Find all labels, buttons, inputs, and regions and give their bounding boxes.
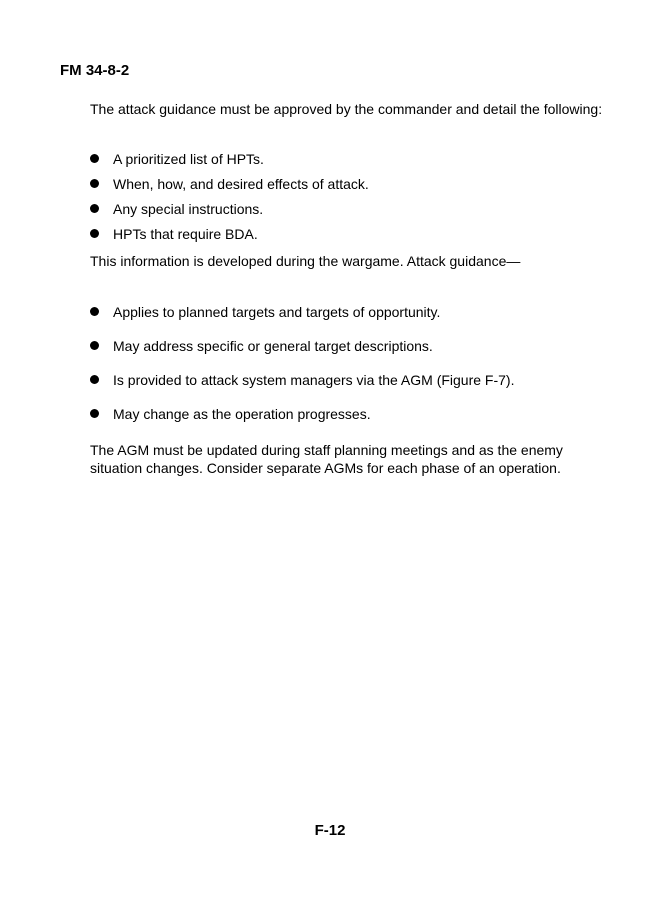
bullet-icon — [90, 179, 99, 188]
list-item — [90, 303, 514, 337]
guidance-list — [90, 303, 514, 439]
bullet-icon — [90, 307, 99, 316]
list-item-text: Applies to planned targets and targets of opportunity. — [113, 304, 441, 320]
list-item — [90, 200, 369, 225]
intro-paragraph: The attack guidance must be approved by the commander and detail the following: — [90, 101, 603, 117]
bullet-icon — [90, 204, 99, 213]
list-item-text: Is provided to attack system managers via the AGM (Figure F-7). — [113, 372, 515, 388]
requirements-list — [90, 150, 369, 250]
list-item — [90, 405, 514, 439]
list-item — [90, 337, 514, 371]
bullet-icon — [90, 375, 99, 384]
list-item-text: When, how, and desired effects of attack. — [113, 176, 369, 192]
list-item — [90, 175, 369, 200]
list-item-text: May address specific or general target descriptions. — [113, 338, 433, 354]
page-number: F-12 — [314, 822, 346, 839]
list-item-text: Any special instructions. — [113, 201, 264, 217]
list-item — [90, 150, 369, 175]
list-item-text: A prioritized list of HPTs. — [113, 151, 264, 167]
bullet-icon — [90, 154, 99, 163]
bullet-icon — [90, 229, 99, 238]
document-header: FM 34-8-2 — [60, 62, 130, 79]
closing-paragraph: The AGM must be updated during staff planning meetings and as the enemy situation changes. Consider separate AGMs for each phase of an operation. — [90, 442, 563, 476]
middle-paragraph: This information is developed during the wargame. Attack guidance— — [90, 253, 521, 269]
list-item-text: May change as the operation progresses. — [113, 406, 371, 422]
bullet-icon — [90, 409, 99, 418]
list-item-text: HPTs that require BDA. — [113, 226, 258, 242]
list-item — [90, 225, 369, 250]
list-item — [90, 371, 514, 405]
bullet-icon — [90, 341, 99, 350]
